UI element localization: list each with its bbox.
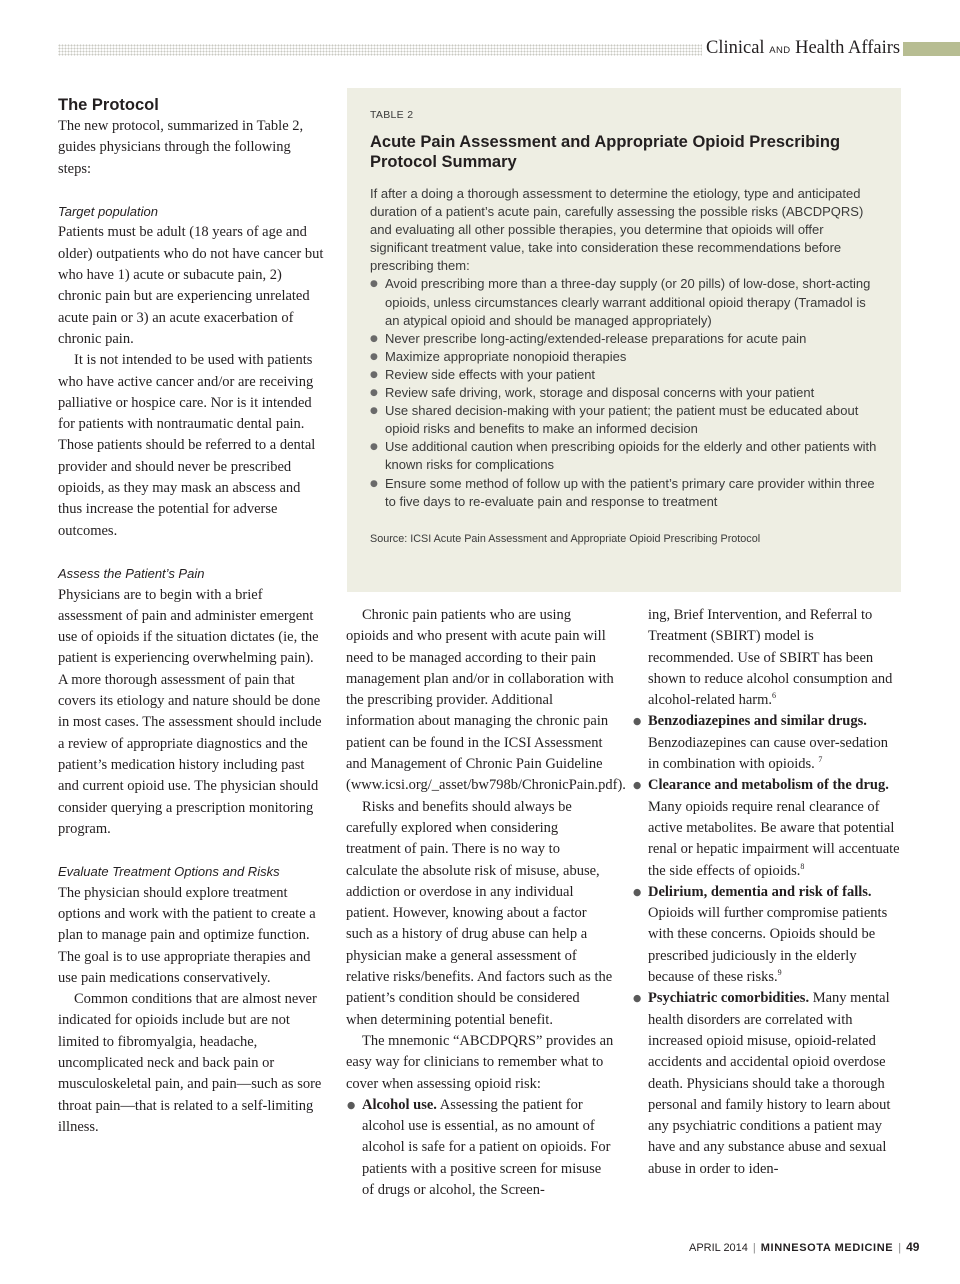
target-population-heading: Target population [58,204,158,220]
risk-factor-list-part1 [346,1095,614,1201]
list-item-delirium [632,882,902,988]
psych-term: Psychiatric comorbidities. [648,990,810,1007]
header-accent-bar [903,42,960,56]
section-header-part1: Clinical [706,38,765,58]
list-item-clearance [632,775,902,881]
alcohol-text: Assessing the patient for alcohol use is essential, as no amount of alcohol is safe for a patient on opioids. For patients with a positive screen for misuse of drugs or alcohol, the Screen- [362,1096,611,1199]
assess-pain-heading: Assess the Patient’s Pain [58,566,205,582]
benzo-text: Benzodiazepines can cause over-sedation in combination with opioids. [648,734,889,773]
footer-date: APRIL 2014 [689,1242,748,1254]
footer-magazine: MINNESOTA MEDICINE [760,1242,894,1254]
table-2-box [347,88,901,592]
reference-9: 9 [777,968,782,978]
clearance-term: Clearance and metabolism of the drug. [648,777,889,794]
evaluate-options-heading: Evaluate Treatment Options and Risks [58,864,280,880]
left-column [58,94,326,1138]
target-population-paragraph: Patients must be adult (18 years of age and older) outpatients who do not have cancer but who have 1) acute or subacute pain, 2) chronic pain but are experiencing unrelated acute pain or 3) an acute exacerbation of chronic pain. [58,224,324,347]
table-list-item: ● Maximize appropriate nonopioid therapies [370,348,882,366]
table-list-item: ● Use additional caution when prescribing opioids for the elderly and other patients with known risks for complications [370,438,882,474]
section-header-and: AND [769,45,791,56]
table-list-item: ● Avoid prescribing more than a three-day supply (or 20 pills) of low-dose, short-acting opioids, unless circumstances clearly warrant additional opioid therapy (Tramadol is an atypical opioid and should be managed appropriately) [370,275,882,329]
section-header [706,38,900,59]
delirium-text: Opioids will further compromise patients with these concerns. Opioids should be prescribed judiciously in the elderly because of these risks. [648,905,888,986]
delirium-term: Delirium, dementia and risk of falls. [648,883,872,900]
table-list-item: ● Review safe driving, work, storage and disposal concerns with your patient [370,384,882,402]
protocol-intro: The new protocol, summarized in Table 2, guides physicians through the following steps: [58,118,304,177]
table-list-item: ● Ensure some method of follow up with the patient’s primary care provider within three to five days to re-evaluate pain and response to treatment [370,475,882,511]
protocol-heading: The Protocol [58,96,159,114]
footer-divider: | [752,1242,756,1254]
spacer [58,542,326,563]
table-list-item: ● Use shared decision-making with your patient; the patient must be educated about opioid risks and benefits to make an informed decision [370,402,882,438]
psych-text: Many mental health disorders are correlated with increased opioid misuse, opioid-related accidents and accidental opioid overdose death. Physicians should take a thorough personal and family history to learn about any psychiatric conditions a patient may have and any substance abuse and sexual abuse in order to iden- [648,990,891,1177]
table-intro: If after a doing a thorough assessment to determine the etiology, type and anticipated duration of a patient’s acute pain, carefully assessing the possible risks (ABCDPQRS) and evaluating all other possible therapies, you determine that opioids will offer significant treatment value, take into consideration these recommendations before prescribing them: [370,186,864,274]
sbirt-continuation [632,605,902,711]
alcohol-term: Alcohol use. [362,1096,437,1113]
chronic-pain-paragraph: Chronic pain patients who are using opioids and who present with acute pain will need to be managed according to their pain management plan and/or in collaboration with the prescribing provider. Additional information about managing the chronic pain patient can be found in the ICSI Assessment and Management of Chronic Pain Guideline (www.icsi.org/_asset/bw798b/ChronicPain.pdf). [346,607,626,794]
benzo-term: Benzodiazepines and similar drugs. [648,713,867,730]
mnemonic-paragraph: The mnemonic “ABCDPQRS” provides an easy way for clinicians to remember what to cover when assessing opioid risk: [346,1032,614,1092]
assess-pain-paragraph: Physicians are to begin with a brief assessment of pain and administer emergent use of opioids if the situation dictates (ie, the patient is experiencing overwhelming pain). A more thorough assessment of pain that covers its etiology and nature should be done in most cases. The assessment should include a review of appropriate diagnostics and the patient’s medication history including past and current opioid use. The physician should consider querying a prescription monitoring program. [58,586,322,837]
section-header-part2: Health Affairs [795,38,901,58]
table-label: TABLE 2 [370,109,414,121]
right-column [632,605,902,1180]
target-population-exclusions: It is not intended to be used with patients who have active cancer and/or are receiving palliative or hospice care. Nor is it intended for patients with nontraumatic dental pain. Those patients should be referred to a dental provider and should never be prescribed opioids, as they may mask an abscess and thus increase the potential for adverse outcomes. [58,352,316,539]
reference-6: 6 [772,691,776,701]
evaluate-options-paragraph: The physician should explore treatment options and work with the patient to create a plan to manage pain and optimize function. The goal is to use appropriate therapies and use pain medications conservatively. [58,884,316,986]
table-list-item: ● Review side effects with your patient [370,366,882,384]
spacer [58,180,326,201]
sbirt-text: ing, Brief Intervention, and Referral to Treatment (SBIRT) model is recommended. Use of SBIRT has been shown to reduce alcohol consumption and alcohol-related harm. [648,607,893,709]
common-conditions-paragraph: Common conditions that are almost never indicated for opioids include but are not limited to fibromyalgia, headache, uncomplicated neck and back pain or musculoskeletal pain, and pain—such as sore throat pain—that is related to a self-limiting illness. [58,991,322,1135]
table-source: Source: ICSI Acute Pain Assessment and Appropriate Opioid Prescribing Protocol [370,532,761,545]
header-dot-rule [58,44,702,56]
risk-factor-list-part2 [632,711,902,1180]
list-item-psychiatric [632,988,902,1180]
table-recommendations-list [370,275,882,510]
list-item-alcohol [346,1095,614,1201]
clearance-text: Many opioids require renal clearance of active metabolites. Be aware that potential renal or hepatic impairment will accentuate the side effects of opioids. [648,798,900,879]
footer-divider: | [898,1242,902,1254]
page-number: 49 [906,1240,920,1254]
list-item-benzodiazepines [632,711,902,775]
middle-column [346,605,626,1201]
page-footer [689,1240,919,1254]
table-list-item: ● Never prescribe long-acting/extended-release preparations for acute pain [370,330,882,348]
reference-7: 7 [818,755,823,765]
reference-8: 8 [800,861,805,871]
table-title: Acute Pain Assessment and Appropriate Opioid Prescribing Protocol Summary [370,133,841,171]
risks-benefits-paragraph: Risks and benefits should always be carefully explored when considering treatment of pain. There is no way to calculate the absolute risk of misuse, abuse, addiction or overdose in any individual patient. However, knowing about a factor such as a history of drug abuse can help a physician make a general assessment of relative risks/benefits. And factors such as the patient’s condition should be considered when determining potential benefit. [346,798,613,1028]
spacer [58,840,326,861]
